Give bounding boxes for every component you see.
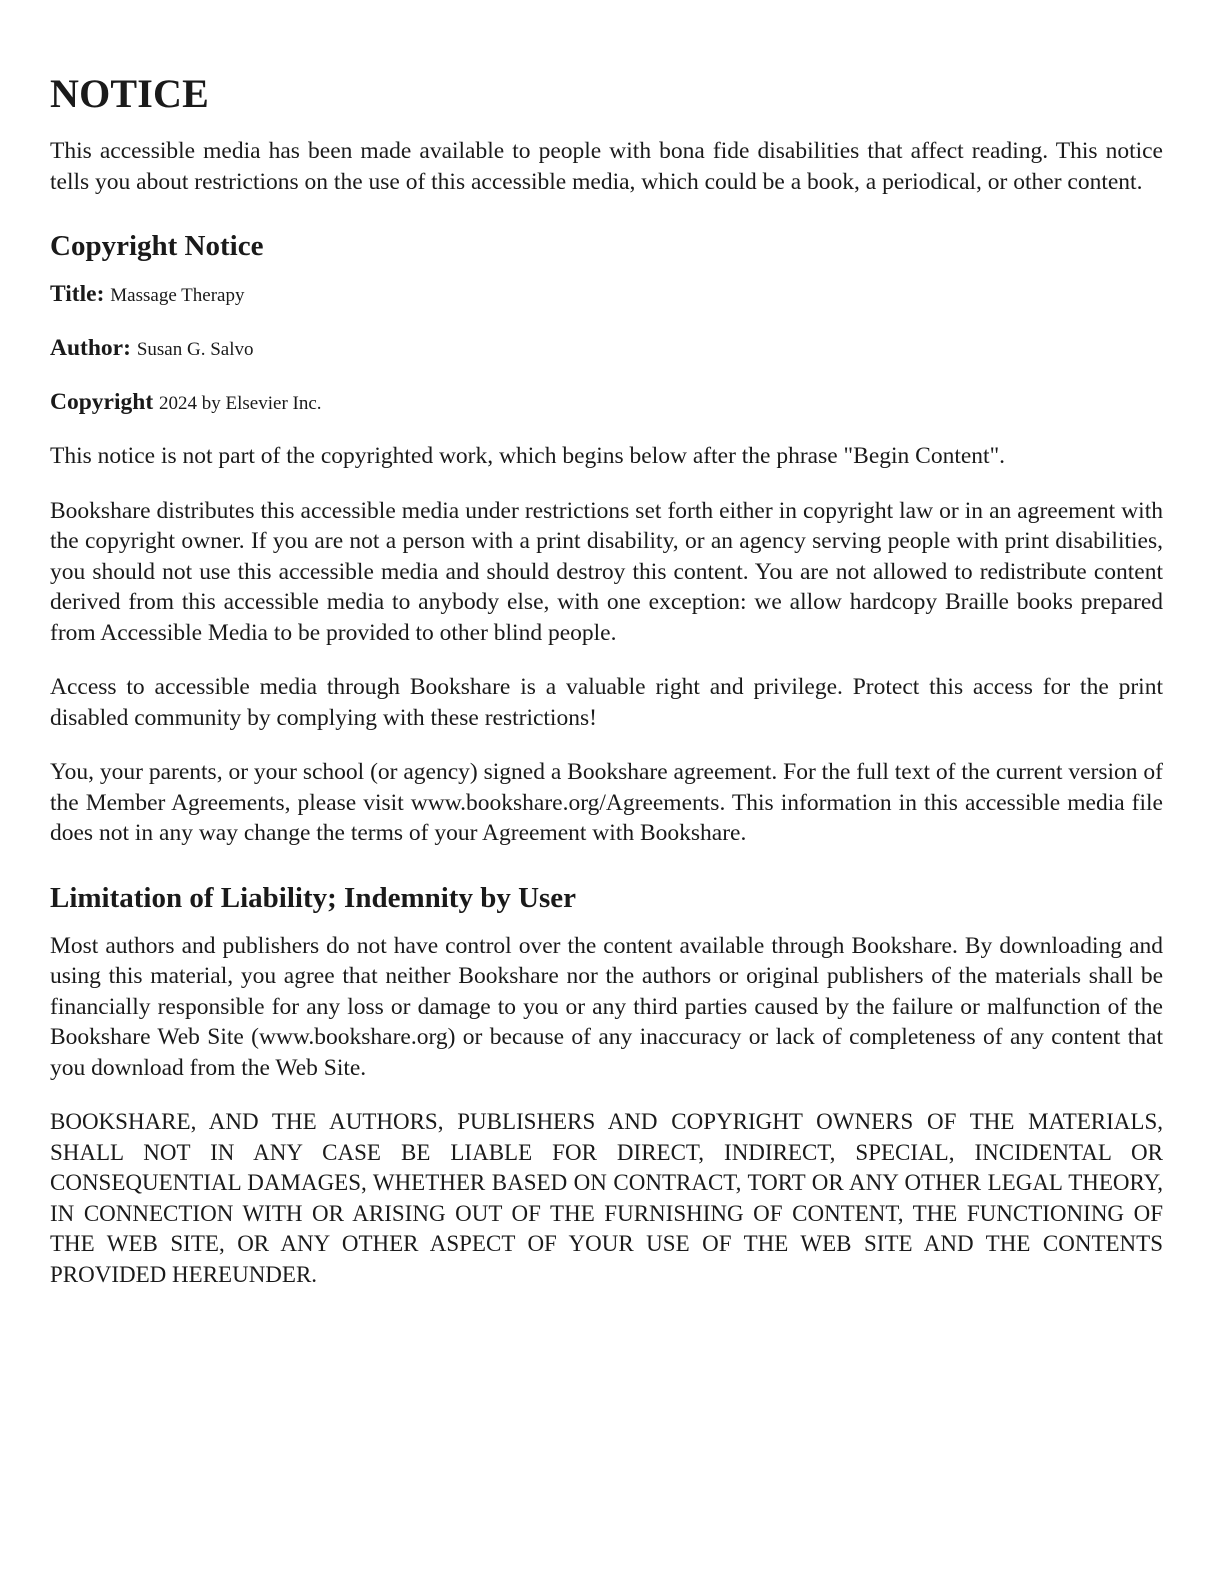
title-line: [50, 279, 1163, 311]
copyright-value: 2024 by Elsevier Inc.: [159, 393, 322, 414]
access-privilege-paragraph: Access to accessible media through Bookshare is a valuable right and privilege. Protect this access for the print disabled community by complying with these restrictions!: [50, 674, 1163, 731]
title-label: Title:: [50, 281, 105, 307]
not-part-of-work-paragraph: This notice is not part of the copyrighted work, which begins below after the phrase "Begin Content".: [50, 443, 1006, 469]
copyright-notice-heading: Copyright Notice: [50, 230, 264, 262]
author-value: Susan G. Salvo: [136, 339, 254, 360]
liability-disclaimer-paragraph: BOOKSHARE, AND THE AUTHORS, PUBLISHERS AND COPYRIGHT OWNERS OF THE MATERIALS, SHALL NOT IN ANY CASE BE LIABLE FOR DIRECT, INDIRECT, SPECIAL, INCIDENTAL OR CONSEQUENTIAL DAMAGES, WHETHER BASED ON CONTRACT, TORT OR ANY OTHER LEGAL THEORY, IN CONNECTION WITH OR ARISING OUT OF THE FURNISHING OF CONTENT, THE FUNCTIONING OF THE WEB SITE, OR ANY OTHER ASPECT OF YOUR USE OF THE WEB SITE AND THE CONTENTS PROVIDED HEREUNDER.: [50, 1109, 1163, 1287]
notice-page: [50, 68, 1163, 1314]
title-value: Massage Therapy: [110, 285, 245, 306]
liability-heading: Limitation of Liability; Indemnity by User: [50, 881, 577, 914]
author-line: [50, 333, 1163, 365]
copyright-label: Copyright: [50, 389, 154, 415]
notice-title: NOTICE: [50, 71, 210, 116]
author-label: Author:: [50, 335, 131, 361]
copyright-line: [50, 387, 1163, 419]
member-agreement-paragraph: You, your parents, or your school (or agency) signed a Bookshare agreement. For the full text of the current version of the Member Agreements, please visit www.bookshare.org/Agreements. This information in this accessible media file does not in any way change the terms of your Agreement with Bookshare.: [50, 759, 1163, 846]
notice-intro-paragraph: This accessible media has been made available to people with bona fide disabilities that affect reading. This notice tells you about restrictions on the use of this accessible media, which could be a book, a periodical, or other content.: [50, 138, 1163, 195]
distribution-restrictions-paragraph: Bookshare distributes this accessible media under restrictions set forth either in copyright law or in an agreement with the copyright owner. If you are not a person with a print disability, or an agency serving people with print disabilities, you should not use this accessible media and should destroy this content. You are not allowed to redistribute content derived from this accessible media to anybody else, with one exception: we allow hardcopy Braille books prepared from Accessible Media to be provided to other blind people.: [50, 497, 1163, 646]
liability-paragraph: Most authors and publishers do not have control over the content available through Bookshare. By downloading and using this material, you agree that neither Bookshare nor the authors or original publishers of the materials shall be financially responsible for any loss or damage to you or any third parties caused by the failure or malfunction of the Bookshare Web Site (www.bookshare.org) or because of any inaccuracy or lack of completeness of any content that you download from the Web Site.: [50, 932, 1163, 1081]
